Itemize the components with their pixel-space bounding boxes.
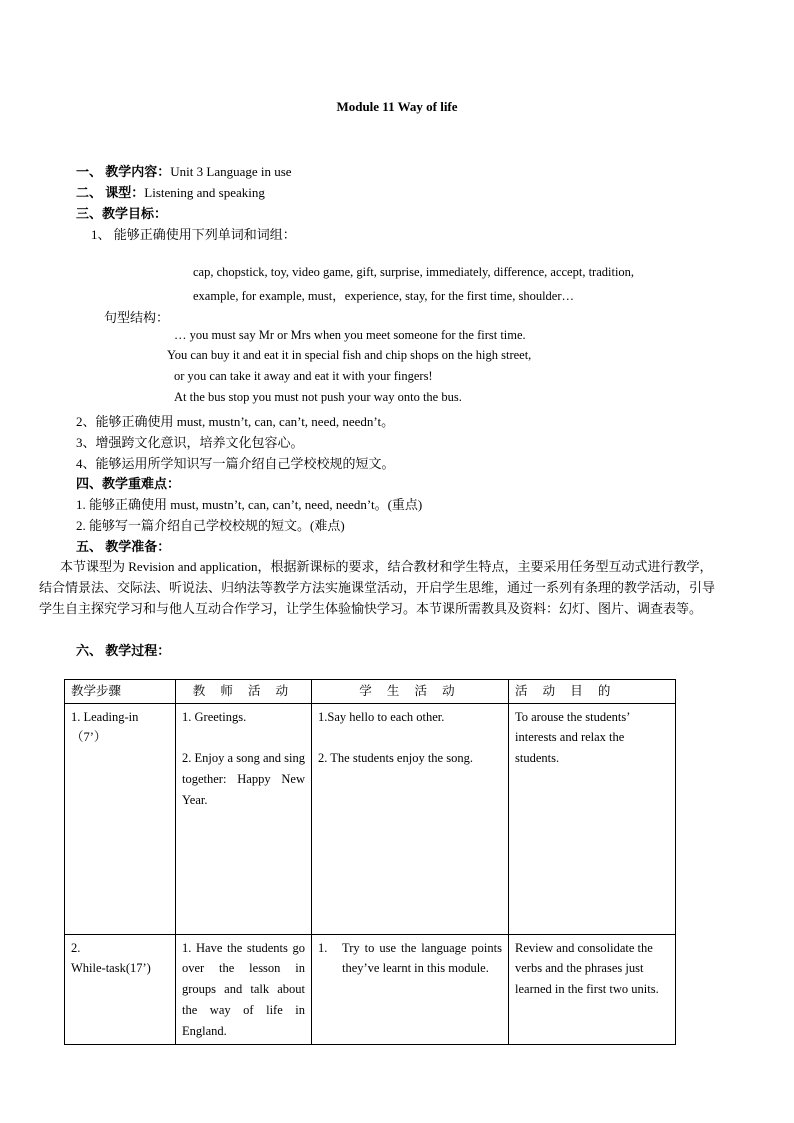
objective-1: 1、 能够正确使用下列单词和词组： [91, 227, 296, 242]
lesson-process-table [64, 679, 676, 1045]
key-point-1: 1. 能够正确使用 must, mustn’t, can, can’t, need, needn’t。(重点) [76, 497, 423, 512]
step-time: （7’） [71, 730, 107, 745]
purpose-cell: To arouse the students’ interests and relax the students. [509, 703, 676, 934]
section-heading-key-points: 四、教学重难点： [76, 476, 181, 491]
step-name: 1. Leading-in [71, 709, 139, 724]
teacher-activity-cell: 1. Have the students go over the lesson in groups and talk about the way of life in England. [176, 934, 312, 1045]
sentence-example: At the bus stop you must not push your way onto the bus. [174, 390, 462, 404]
section-text: Unit 3 Language in use [170, 164, 292, 179]
table-row [65, 934, 676, 1045]
sentence-example: or you can take it away and eat it with your fingers! [174, 369, 433, 383]
section-lesson-type [76, 182, 265, 201]
student-activity-item: Try to use the language points they’ve learnt in this module. [342, 940, 502, 976]
objective-3: 3、增强跨文化意识，培养文化包容心。 [76, 435, 304, 450]
header-step: 教学步骤 [65, 680, 176, 704]
teacher-activity-item: 2. Enjoy a song and sing together: Happy New Year. [182, 751, 305, 807]
vocab-line-2: example, for example, must，experience, stay, for the first time, shoulder… [193, 289, 575, 303]
student-activity-item: 1.Say hello to each other. [318, 709, 445, 724]
header-student-activity: 学 生 活 动 [312, 680, 509, 704]
section-heading: 二、 课型： [76, 185, 145, 200]
section-heading-process: 六、 教学过程： [76, 643, 171, 658]
table-row [65, 703, 676, 934]
key-point-2: 2. 能够写一篇介绍自己学校校规的短文。(难点) [76, 518, 345, 533]
header-purpose: 活 动 目 的 [509, 680, 676, 704]
page-title: Module 11 Way of life [336, 99, 458, 114]
student-activity-cell [312, 703, 509, 934]
header-teacher-activity: 教 师 活 动 [176, 680, 312, 704]
purpose-cell: Review and consolidate the verbs and the phrases just learned in the first two units. [509, 934, 676, 1045]
teacher-activity-cell [176, 703, 312, 934]
section-teaching-content [76, 161, 292, 180]
student-activity-cell [312, 934, 509, 1045]
section-heading-preparation: 五、 教学准备： [76, 539, 171, 554]
step-cell [65, 934, 176, 1045]
teacher-activity-item: 1. Greetings. [182, 709, 247, 724]
preparation-paragraph: 本节课型为 Revision and application，根据新课标的要求，结合教材和学生特点，主要采用任务型互动式进行教学，结合情景法、交际法、听说法、归纳法等教学方法实施课堂活动，开启学生思维，通过一系列有条理的教学活动，引导学生自主探究学习和与他人互动合作学习，让学生体验愉快学习。本节课所需教具及资料：幻灯、图片、调查表等。 [39, 559, 716, 616]
objective-2: 2、能够正确使用 must, mustn’t, can, can’t, need, needn’t。 [76, 414, 395, 429]
sentence-example: … you must say Mr or Mrs when you meet someone for the first time. [174, 328, 526, 342]
section-text: Listening and speaking [144, 185, 265, 200]
sentence-example: You can buy it and eat it in special fish and chip shops on the high street, [167, 348, 532, 362]
section-heading: 一、 教学内容： [76, 164, 171, 179]
step-name: 2. [71, 940, 81, 955]
objective-4: 4、能够运用所学知识写一篇介绍自己学校校规的短文。 [76, 456, 395, 471]
table-header-row [65, 680, 676, 704]
step-time: While-task(17’) [71, 961, 151, 976]
step-cell [65, 703, 176, 934]
sentence-structure-label: 句型结构： [104, 310, 170, 325]
student-activity-item: 2. The students enjoy the song. [318, 751, 473, 766]
section-heading-objectives: 三、教学目标： [76, 206, 168, 221]
list-number: 1. [318, 940, 328, 955]
vocab-line-1: cap, chopstick, toy, video game, gift, surprise, immediately, difference, accept, tradition, [193, 265, 635, 279]
